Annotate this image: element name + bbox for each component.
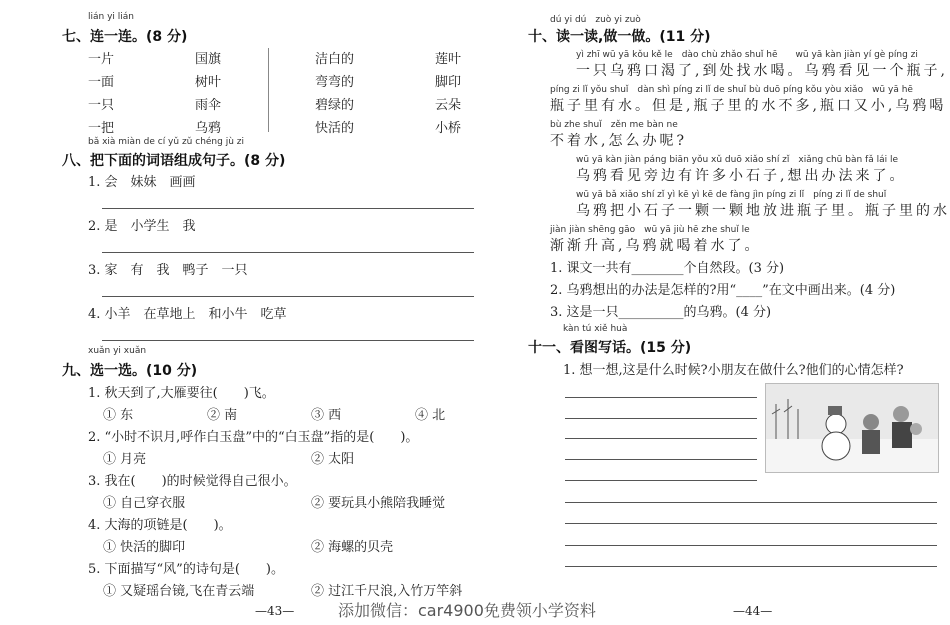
choice-question: 5. 下面描写“风”的诗句是( )。: [88, 562, 284, 577]
sentence-item: 2. 是 小学生 我: [88, 219, 196, 234]
children-snowman-icon: [766, 384, 938, 472]
passage-text: 不着水,怎么办呢?: [550, 133, 687, 149]
choice-option[interactable]: ② 太阳: [311, 452, 355, 467]
choice-question: 3. 我在( )的时候觉得自己很小。: [88, 474, 297, 489]
choice-option[interactable]: ① 又疑瑶台镜,飞在青云端: [103, 584, 255, 599]
choice-question: 2. “小时不识月,呼作白玉盘”中的“白玉盘”指的是( )。: [88, 430, 419, 445]
writing-line[interactable]: [565, 566, 937, 567]
writing-line[interactable]: [565, 480, 757, 481]
answer-line[interactable]: [102, 252, 474, 253]
choice-option[interactable]: ② 海螺的贝壳: [311, 540, 394, 555]
writing-line[interactable]: [565, 502, 937, 503]
match-word: 雨伞: [195, 98, 222, 113]
page-number-left: —43—: [255, 604, 295, 618]
sentence-item: 4. 小羊 在草地上 和小牛 吃草: [88, 307, 287, 322]
passage-text: 乌鸦把小石子一颗一颗地放进瓶子里。瓶子里的水: [576, 203, 950, 219]
passage-pinyin: bù zhe shuǐ zěn me bàn ne: [550, 120, 678, 130]
match-word: 一片: [88, 52, 115, 67]
passage-text: 乌鸦看见旁边有许多小石子,想出办法来了。: [576, 168, 907, 184]
answer-line[interactable]: [102, 340, 474, 341]
s8-pinyin: bǎ xià miàn de cí yǔ zǔ chéng jù zi: [88, 137, 244, 147]
match-word: 树叶: [195, 75, 222, 90]
snow-play-illustration: [765, 383, 939, 473]
choice-option[interactable]: ① 东: [103, 408, 134, 423]
passage-text: 渐渐升高,乌鸦就喝着水了。: [550, 238, 762, 254]
s10-pinyin: dú yi dú zuò yi zuò: [550, 15, 641, 25]
reading-question: 2. 乌鸦想出的办法是怎样的?用“____”在文中画出来。(4 分): [550, 283, 896, 298]
sentence-item: 3. 家 有 我 鸭子 一只: [88, 263, 248, 278]
s11-title: 十一、看图写话。(15 分): [528, 340, 692, 356]
writing-line[interactable]: [565, 397, 757, 398]
choice-question: 1. 秋天到了,大雁要往( )飞。: [88, 386, 275, 401]
match-divider: [268, 48, 269, 132]
choice-option[interactable]: ④ 北: [415, 408, 446, 423]
match-word: 洁白的: [315, 52, 355, 67]
match-word: 碧绿的: [315, 98, 355, 113]
choice-option[interactable]: ① 月亮: [103, 452, 147, 467]
writing-line[interactable]: [565, 438, 757, 439]
match-word: 云朵: [435, 98, 462, 113]
s11-question: 1. 想一想,这是什么时候?小朋友在做什么?他们的心情怎样?: [563, 363, 904, 378]
match-word: 小桥: [435, 121, 462, 136]
sentence-item: 1. 会 妹妹 画画: [88, 175, 196, 190]
match-word: 一面: [88, 75, 115, 90]
match-word: 乌鸦: [195, 121, 222, 136]
s8-title: 八、把下面的词语组成句子。(8 分): [62, 153, 286, 169]
match-word: 一把: [88, 121, 115, 136]
answer-line[interactable]: [102, 208, 474, 209]
passage-pinyin: wū yā kàn jiàn páng biān yǒu xǔ duō xiǎo shí zǐ xiǎng chū bàn fǎ lái le: [576, 155, 898, 165]
page-number-right: —44—: [733, 604, 773, 618]
watermark: 添加微信：car4900免费领小学资料: [338, 601, 596, 620]
passage-text: 一只乌鸦口渴了,到处找水喝。乌鸦看见一个瓶子,: [576, 63, 948, 79]
s9-pinyin: xuǎn yi xuǎn: [88, 346, 147, 356]
s9-title: 九、选一选。(10 分): [62, 363, 198, 379]
match-word: 快活的: [315, 121, 355, 136]
choice-option[interactable]: ① 自己穿衣服: [103, 496, 186, 511]
writing-line[interactable]: [565, 418, 757, 419]
choice-option[interactable]: ② 要玩具小熊陪我睡觉: [311, 496, 446, 511]
passage-pinyin: yì zhī wū yā kǒu kě le dào chù zhǎo shuǐ hē wū yā kàn jiàn yí gè píng zi: [576, 50, 918, 60]
passage-pinyin: wū yā bǎ xiǎo shí zǐ yì kē yì kē de fàng jìn píng zi lǐ píng zi lǐ de shuǐ: [576, 190, 887, 200]
passage-pinyin: píng zi lǐ yǒu shuǐ dàn shì píng zi lǐ de shuǐ bù duō píng kǒu yòu xiǎo wū yā hē: [550, 85, 913, 95]
s11-pinyin: kàn tú xiě huà: [563, 324, 628, 334]
passage-pinyin: jiàn jiàn shēng gāo wū yā jiù hē zhe shuǐ le: [550, 225, 750, 235]
passage-text: 瓶子里有水。但是,瓶子里的水不多,瓶口又小,乌鸦喝: [550, 98, 947, 114]
match-word: 脚印: [435, 75, 462, 90]
writing-line[interactable]: [565, 523, 937, 524]
choice-question: 4. 大海的项链是( )。: [88, 518, 232, 533]
answer-line[interactable]: [102, 296, 474, 297]
s7-pinyin: lián yi lián: [88, 12, 134, 22]
match-word: 莲叶: [435, 52, 462, 67]
writing-line[interactable]: [565, 459, 757, 460]
s10-title: 十、读一读,做一做。(11 分): [528, 29, 711, 45]
match-word: 弯弯的: [315, 75, 355, 90]
match-word: 国旗: [195, 52, 222, 67]
choice-option[interactable]: ① 快活的脚印: [103, 540, 186, 555]
match-word: 一只: [88, 98, 115, 113]
choice-option[interactable]: ③ 西: [311, 408, 342, 423]
reading-question: 1. 课文一共有________个自然段。(3 分): [550, 261, 785, 276]
writing-line[interactable]: [565, 545, 937, 546]
choice-option[interactable]: ② 南: [207, 408, 238, 423]
choice-option[interactable]: ② 过江千尺浪,入竹万竿斜: [311, 584, 463, 599]
reading-question: 3. 这是一只__________的乌鸦。(4 分): [550, 305, 772, 320]
s7-title: 七、连一连。(8 分): [62, 29, 188, 45]
